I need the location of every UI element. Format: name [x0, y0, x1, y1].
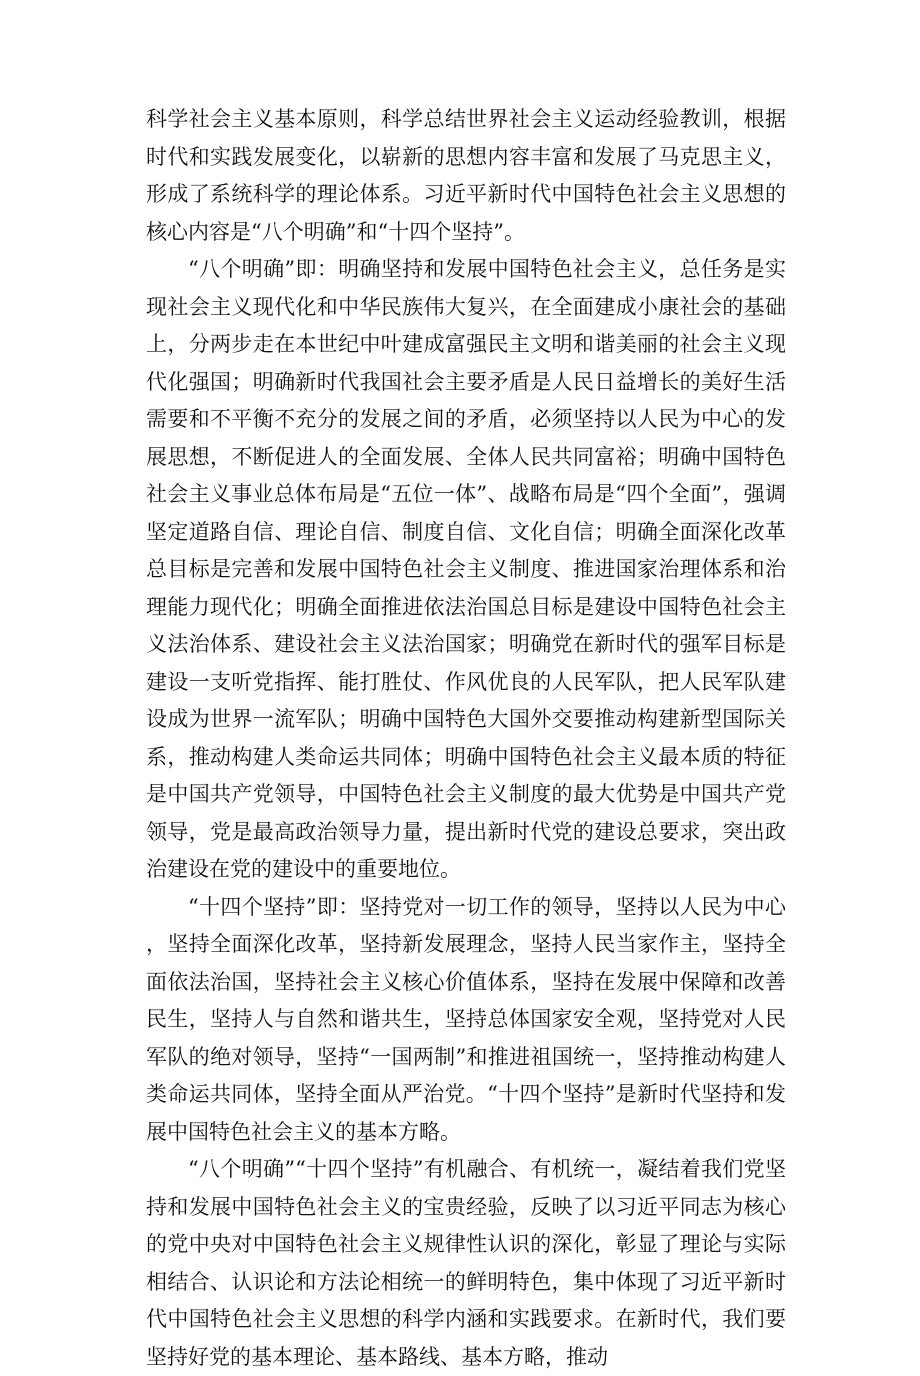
paragraph-continuation: 科学社会主义基本原则，科学总结世界社会主义运动经验教训，根据时代和实践发展变化，以崭新的思想内容丰富和发展了马克思主义，形成了系统科学的理论体系。习近平新时代中国特色社会主义思想的核心内容是“八个明确”和“十四个坚持”。: [146, 107, 786, 244]
paragraph-integration: “八个明确”“十四个坚持”有机融合、有机统一，凝结着我们党坚持和发展中国特色社会主义的宝贵经验，反映了以习近平同志为核心的党中央对中国特色社会主义规律性认识的深化，彰显了理论与实际相结合、认识论和方法论相统一的鲜明特色，集中体现了习近平新时代中国特色社会主义思想的科学内涵和实践要求。在新时代，我们要坚持好党的基本理论、基本路线、基本方略，推动: [146, 1157, 786, 1369]
paragraph-eight-clarifications: “八个明确”即：明确坚持和发展中国特色社会主义，总任务是实现社会主义现代化和中华民族伟大复兴，在全面建成小康社会的基础上，分两步走在本世纪中叶建成富强民主文明和谐美丽的社会主义现代化强国；明确新时代我国社会主要矛盾是人民日益增长的美好生活需要和不平衡不充分的发展之间的矛盾，必须坚持以人民为中心的发展思想，不断促进人的全面发展、全体人民共同富裕；明确中国特色社会主义事业总体布局是“五位一体”、战略布局是“四个全面”，强调坚定道路自信、理论自信、制度自信、文化自信；明确全面深化改革总目标是完善和发展中国特色社会主义制度、推进国家治理体系和治理能力现代化；明确全面推进依法治国总目标是建设中国特色社会主义法治体系、建设社会主义法治国家；明确党在新时代的强军目标是建设一支听党指挥、能打胜仗、作风优良的人民军队，把人民军队建设成为世界一流军队；明确中国特色大国外交要推动构建新型国际关系，推动构建人类命运共同体；明确中国特色社会主义最本质的特征是中国共产党领导，中国特色社会主义制度的最大优势是中国共产党领导，党是最高政治领导力量，提出新时代党的建设总要求，突出政治建设在党的建设中的重要地位。: [146, 257, 786, 881]
paragraph-fourteen-commitments: “十四个坚持”即：坚持党对一切工作的领导，坚持以人民为中心，坚持全面深化改革，坚持新发展理念，坚持人民当家作主，坚持全面依法治国，坚持社会主义核心价值体系，坚持在发展中保障和改善民生，坚持人与自然和谐共生，坚持总体国家安全观，坚持党对人民军队的绝对领导，坚持“一国两制”和推进祖国统一，坚持推动构建人类命运共同体，坚持全面从严治党。“十四个坚持”是新时代坚持和发展中国特色社会主义的基本方略。: [146, 894, 786, 1144]
document-body: [146, 101, 786, 1376]
